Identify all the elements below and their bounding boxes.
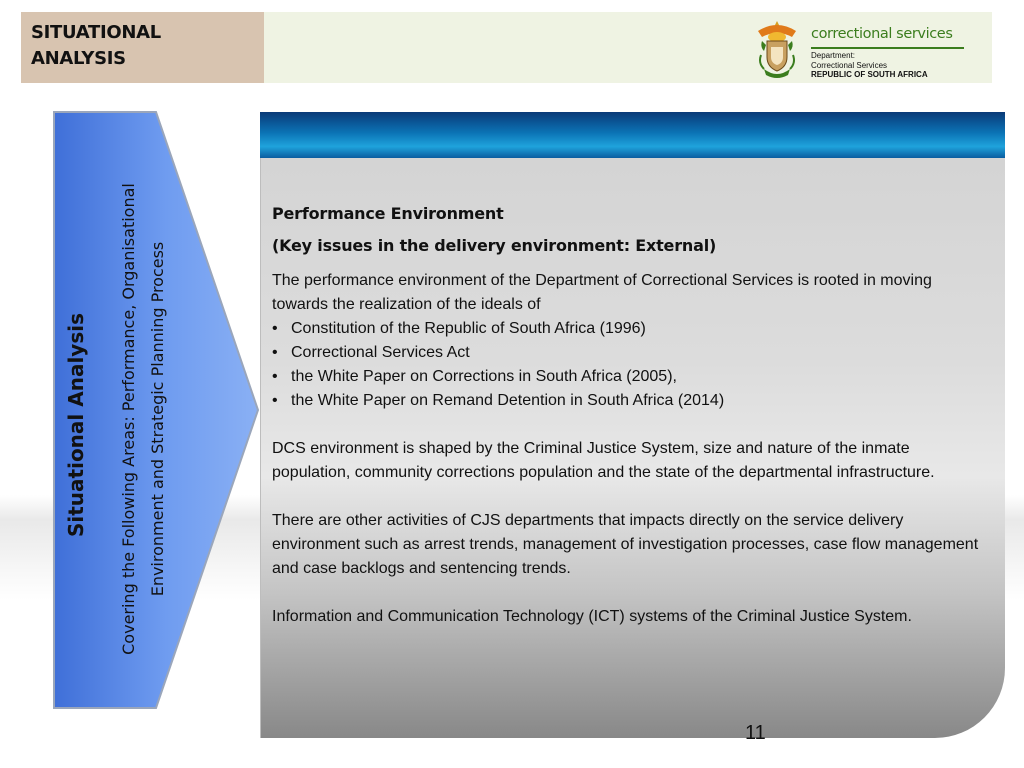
intro-paragraph: The performance environment of the Department of Correctional Services is rooted in moving towards the realization of the ideals of — [272, 272, 932, 313]
brand-divider — [811, 47, 964, 49]
brand-name: correctional services — [811, 26, 953, 42]
coat-of-arms-icon — [752, 17, 802, 81]
page-number: 11 — [745, 722, 766, 744]
sidebar-title: Situational Analysis — [64, 312, 88, 538]
slide-title: SITUATIONAL ANALYSIS — [31, 22, 161, 69]
brand-country-label: REPUBLIC OF SOUTH AFRICA — [811, 70, 928, 79]
brand-unit-label: Correctional Services — [811, 61, 888, 70]
dcs-paragraph: DCS environment is shaped by the Criminal Justice System, size and nature of the inmate population, community corrections population and the state of the departmental infrastructure. — [272, 440, 935, 481]
list-item: • Constitution of the Republic of South Africa (1996) — [272, 320, 646, 337]
cjs-paragraph: There are other activities of CJS departments that impacts directly on the service delivery environment such as arrest trends, management of investigation processes, case flow management and case backlogs and sentencing trends. — [272, 512, 979, 577]
list-item: • the White Paper on Remand Detention in South Africa (2014) — [272, 392, 725, 409]
content-text — [272, 200, 987, 629]
brand-department-label: Department: — [811, 51, 856, 60]
list-item: • the White Paper on Corrections in South Africa (2005), — [272, 368, 677, 385]
ideals-list — [272, 317, 987, 413]
content-heading: Performance Environment — [272, 204, 504, 223]
content-subheading: (Key issues in the delivery environment: External) — [272, 236, 717, 255]
sidebar-subtitle: Covering the Following Areas: Performance, Organisational Environment and Strategic Planning Process — [119, 183, 167, 655]
list-item: • Correctional Services Act — [272, 344, 470, 361]
slide-title-box — [21, 12, 264, 83]
content-panel-header — [260, 112, 1005, 158]
ict-paragraph: Information and Communication Technology (ICT) systems of the Criminal Justice System. — [272, 608, 912, 625]
